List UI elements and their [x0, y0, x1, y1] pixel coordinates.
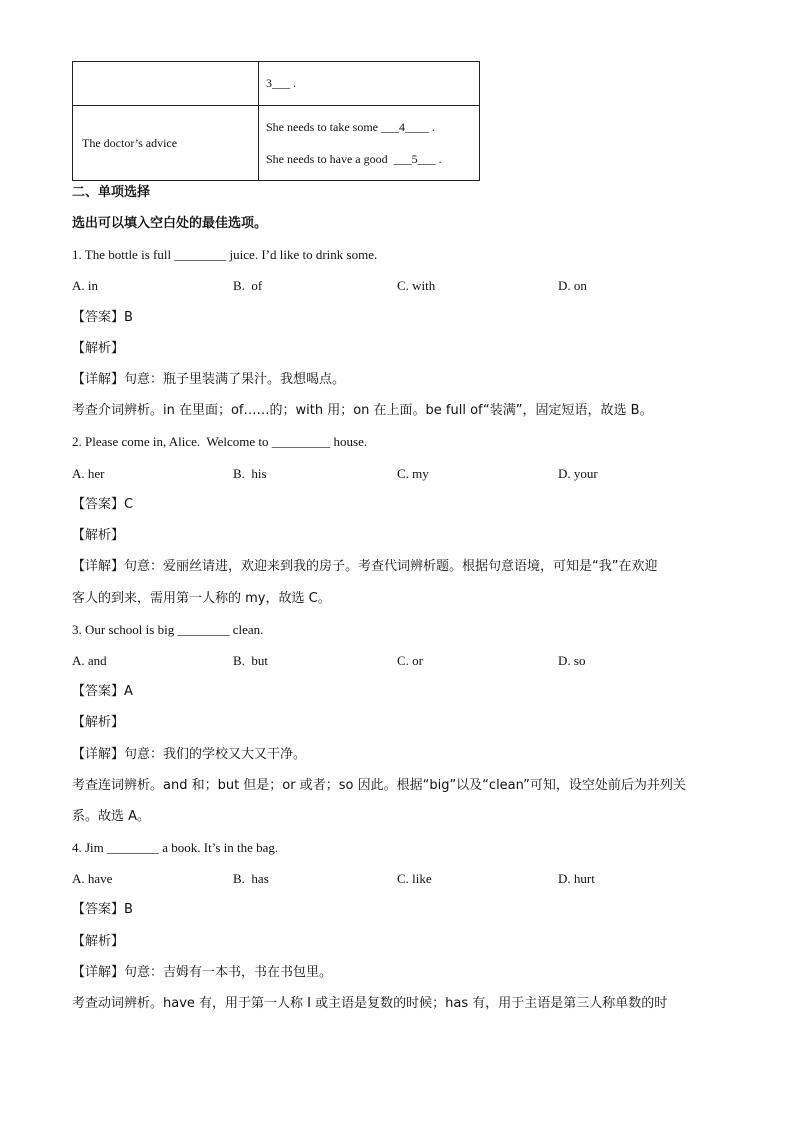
detail-line: 【详解】句意：我们的学校又大又干净。 — [72, 747, 307, 762]
section-instruction: 选出可以填入空白处的最佳选项。 — [72, 216, 268, 231]
detail-line: 【详解】句意：吉姆有一本书，书在书包里。 — [72, 965, 333, 980]
answer-label: 【答案】B — [72, 902, 133, 917]
option-d: D. on — [558, 278, 587, 293]
question-stem: 2. Please come in, Alice. Welcome to _________ house. — [72, 434, 368, 449]
detail-line: 【详解】句意：爱丽丝请进，欢迎来到我的房子。考查代词辨析题。根据句意语境，可知是“我”在欢迎 — [72, 559, 658, 574]
option-a: A. her — [72, 466, 105, 481]
question-stem: 1. The bottle is full ________ juice. I’d like to drink some. — [72, 247, 378, 262]
detail-line: 【详解】句意：瓶子里装满了果汁。我想喝点。 — [72, 372, 346, 387]
option-c: C. my — [397, 466, 429, 481]
question-stem: 4. Jim ________ a book. It’s in the bag. — [72, 840, 279, 855]
option-b: B. but — [233, 653, 269, 668]
option-a: A. in — [72, 278, 98, 293]
option-d: D. so — [558, 653, 586, 668]
question-stem: 3. Our school is big ________ clean. — [72, 622, 264, 637]
advice-line-1: She needs to take some ___4____ . — [266, 120, 435, 134]
option-a: A. have — [72, 871, 113, 886]
option-c: C. or — [397, 653, 423, 668]
section-heading: 二、单项选择 — [72, 185, 151, 200]
detail-line: 考查介词辨析。in 在里面；of……的；with 用；on 在上面。be full of“装满”，固定短语，故选 B。 — [72, 403, 653, 418]
detail-line: 考查动词辨析。have 有，用于第一人称 I 或主语是复数的时候；has 有，用于主语是第三人称单数的时 — [72, 996, 668, 1011]
detail-line: 客人的到来，需用第一人称的 my，故选 C。 — [72, 591, 331, 606]
detail-line: 系。故选 A。 — [72, 809, 151, 824]
analysis-label: 【解析】 — [72, 528, 125, 543]
analysis-label: 【解析】 — [72, 341, 125, 356]
option-c: C. with — [397, 278, 436, 293]
info-table — [72, 61, 480, 181]
option-d: D. hurt — [558, 871, 595, 886]
detail-line: 考查连词辨析。and 和；but 但是；or 或者；so 因此。根据“big”以及“clean”可知，设空处前后为并列关 — [72, 778, 686, 793]
table-row — [73, 106, 480, 181]
table-cell-advice — [259, 106, 480, 181]
option-b: B. of — [233, 278, 263, 293]
option-b: B. has — [233, 871, 269, 886]
table-cell — [73, 62, 259, 106]
option-b: B. his — [233, 466, 267, 481]
table-cell-blank-3: 3___ . — [259, 62, 480, 106]
answer-label: 【答案】B — [72, 310, 133, 325]
table-row — [73, 62, 480, 106]
table-cell-label: The doctor’s advice — [73, 106, 259, 181]
option-d: D. your — [558, 466, 598, 481]
answer-label: 【答案】C — [72, 497, 134, 512]
option-c: C. like — [397, 871, 432, 886]
analysis-label: 【解析】 — [72, 715, 125, 730]
advice-line-2: She needs to have a good ___5___ . — [266, 152, 442, 166]
answer-label: 【答案】A — [72, 684, 133, 699]
analysis-label: 【解析】 — [72, 934, 125, 949]
option-a: A. and — [72, 653, 107, 668]
